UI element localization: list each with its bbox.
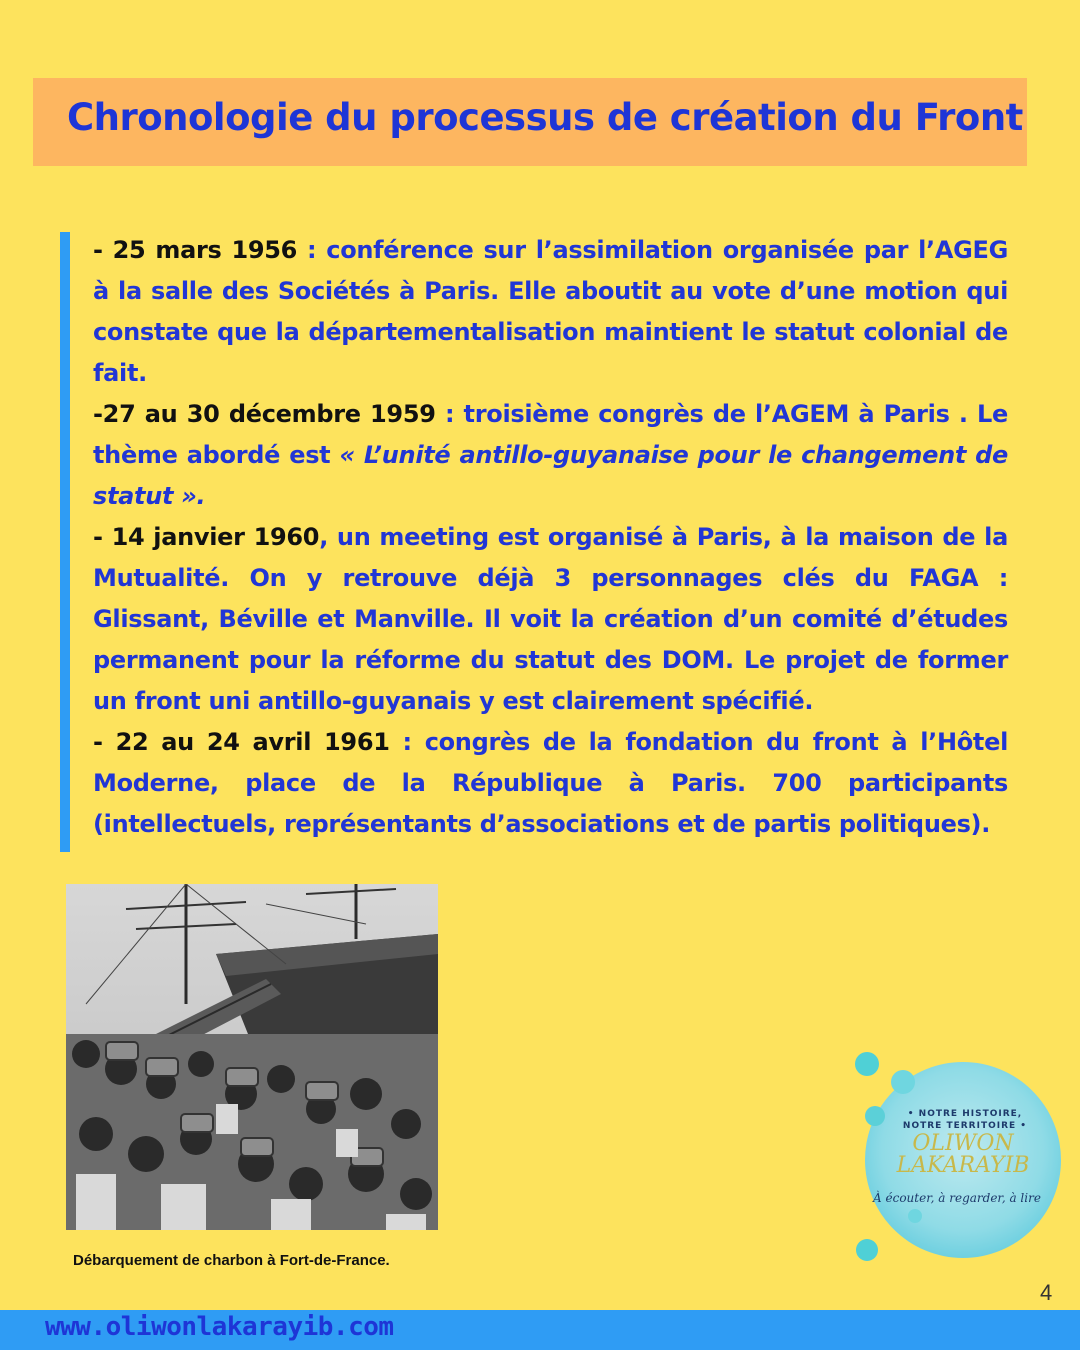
oliwon-lakarayib-logo-icon [845,1050,1067,1272]
historical-photo [66,884,438,1230]
photo-caption: Débarquement de charbon à Fort-de-France. [73,1252,390,1269]
timeline-accent-bar [60,232,70,852]
entry-date: 14 janvier 1960 [111,523,320,551]
entry-dash: - [93,728,116,756]
entry-text: : congrès de la fondation du front à l’Hôtel Moderne, place de la République à Paris. 700 participants (intellectuels, représentants d’associations et de partis politiques). [93,728,1009,838]
timeline-entry-1961 [93,722,1008,845]
svg-text:NOTRE TERRITOIRE •: NOTRE TERRITOIRE • [902,1121,1028,1131]
svg-text:OLIWON: OLIWON [912,1131,1014,1156]
timeline-entry-1959 [93,394,1008,517]
timeline-entries [93,230,1008,845]
svg-text:LAKARAYIB: LAKARAYIB [896,1153,1030,1178]
website-link[interactable]: www.oliwonlakarayib.com [45,1312,394,1342]
entry-dash: - [93,400,103,428]
brand-logo [845,1050,1067,1272]
entry-quote: « L’unité antillo-guyanaise pour le changement de statut ». [93,441,1008,510]
timeline-section [60,232,1010,852]
timeline-entry-1956 [93,230,1008,394]
coal-unloading-photo-icon [66,884,438,1230]
entry-dash: - [93,236,113,264]
entry-date: 27 au 30 décembre 1959 [102,400,436,428]
entry-text: , un meeting est organisé à Paris, à la maison de la Mutualité. On y retrouve déjà 3 personnages clés du FAGA : Glissant, Béville et Manville. Il voit la création d’un comité d’études permanent pour la réforme du statut des DOM. Le projet de former un front uni antillo-guyanais y est clairement spécifié. [93,523,1008,715]
footer-bar [0,1310,1080,1350]
entry-dash: - [93,523,112,551]
entry-date: 22 au 24 avril 1961 [115,728,390,756]
entry-date: 25 mars 1956 [112,236,298,264]
entry-text: : troisième congrès de l’AGEM à Paris . Le thème abordé est [93,400,1008,469]
page-title: Chronologie du processus de création du Front [67,96,1023,139]
svg-text:• NOTRE HISTOIRE,: • NOTRE HISTOIRE, [907,1109,1023,1119]
page-number: 4 [1040,1280,1053,1305]
title-banner [33,78,1027,166]
svg-text:À écouter, à regarder, à lire: À écouter, à regarder, à lire [873,1191,1041,1205]
timeline-entry-1960 [93,517,1008,722]
entry-text: : conférence sur l’assimilation organisée par l’AGEG à la salle des Sociétés à Paris. Elle aboutit au vote d’une motion qui constate que la départementalisation maintient le statut colonial de fait. [93,236,1009,387]
